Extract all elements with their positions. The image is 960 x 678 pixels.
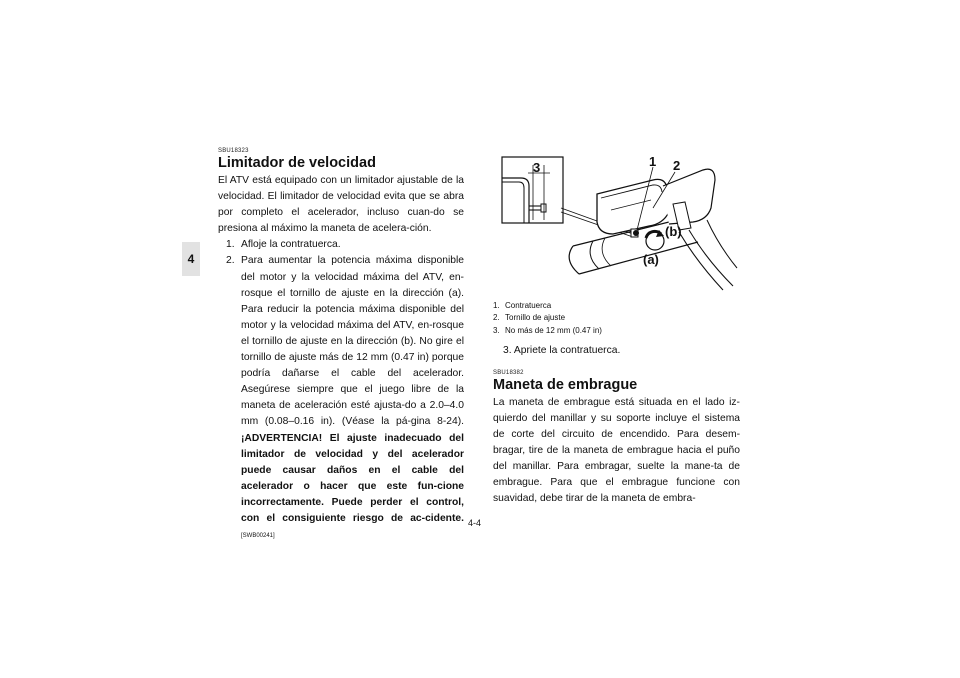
step-item <box>218 253 464 544</box>
step-item <box>218 237 464 253</box>
right-column <box>493 150 740 508</box>
legend-number: 3. <box>493 325 500 335</box>
callout-1: 1 <box>649 154 657 169</box>
page-number: 4-4 <box>468 518 482 528</box>
throttle-figure <box>493 150 740 292</box>
steps-list <box>218 237 464 544</box>
intro-paragraph: El ATV está equipado con un limitador ajustable de la velocidad. El limitador de velocidad evita que se abra por completo el acelerador, incluso cuan-do se presiona al máximo la maneta de acelera-ción. <box>218 175 464 235</box>
chapter-tab: 4 <box>182 242 200 276</box>
step-number: 3. <box>503 344 512 356</box>
clutch-section <box>493 370 740 508</box>
warning-code: [SWB00241] <box>241 533 275 540</box>
step-text: Apriete la contratuerca. <box>513 344 621 356</box>
step-text: Afloje la contratuerca. <box>241 239 341 251</box>
step-text: Para aumentar la potencia máxima disponible del motor y la velocidad máxima del ATV, en-rosque el tornillo de ajuste en la dirección (a). Para reducir la potencia máxima disponible del motor y la velocidad máxima del ATV, en-rosque el tornillo de ajuste en la dirección (b). No gire el tornillo de ajuste más de 12 mm (0.47 in) porque podría dañarse el cable del acelerador. Asegúrese siempre que el juego libre de la maneta de aceleración esté ajusta-do a 2.0–4.0 mm (0.08–0.16 in). (Véase la pá-gina 8-24). <box>241 255 464 428</box>
legend-item <box>493 325 740 337</box>
legend-text: Tornillo de ajuste <box>505 313 566 323</box>
step-number: 2. <box>226 255 235 267</box>
step-number: 1. <box>226 239 235 251</box>
callout-3: 3 <box>533 160 541 175</box>
legend-item <box>493 300 740 312</box>
clutch-paragraph: La maneta de embrague está situada en el lado iz-quierdo del manillar y su soporte incluye el sistema de corte del circuito de encendido. Para desem-bragar, tire de la maneta de embrague hacia el puño del manillar. Para embragar, suelte la mane-ta de embrague. Para que el embrague funcione con suavidad, debe tirar de la maneta de embra- <box>493 396 740 505</box>
figure-legend <box>493 300 740 337</box>
callout-2: 2 <box>673 158 681 173</box>
legend-number: 2. <box>493 313 500 323</box>
legend-item <box>493 312 740 324</box>
callout-b: (b) <box>665 224 682 239</box>
section-title: Limitador de velocidad <box>218 155 376 171</box>
throttle-illustration <box>493 150 740 292</box>
legend-text: Contratuerca <box>505 301 552 310</box>
legend-number: 1. <box>493 301 500 310</box>
callout-a: (a) <box>643 252 659 267</box>
section-code: SBU18323 <box>218 148 249 154</box>
warning-text: ¡ADVERTENCIA! El ajuste inadecuado del limitador de velocidad y del acelerador puede causar daños en el cable del acelerador o hacer que este fun-cione incorrectamente. Puede perder el control, con el consiguiente riesgo de ac-cidente. <box>241 432 464 524</box>
legend-text: No más de 12 mm (0.47 in) <box>505 325 602 335</box>
section-code: SBU18382 <box>493 369 524 376</box>
section-title: Maneta de embrague <box>493 376 638 393</box>
left-column <box>218 148 464 544</box>
step-3 <box>503 343 740 359</box>
